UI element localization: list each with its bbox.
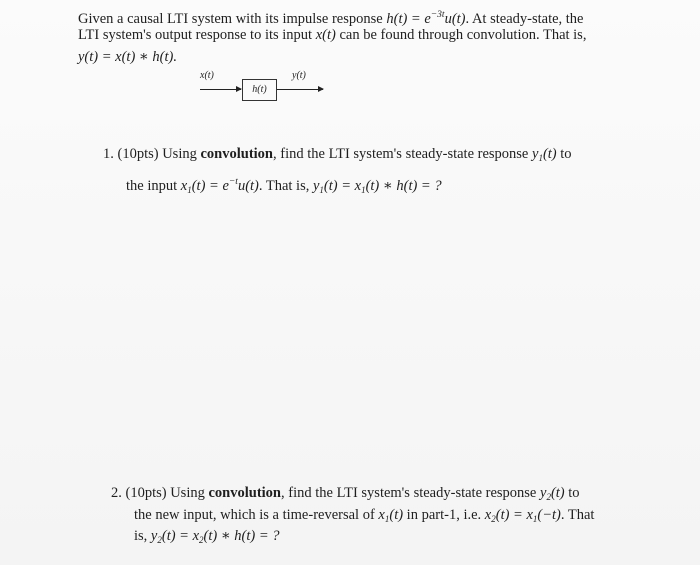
input-arrow-icon [200,89,241,90]
q2-reversed-var: x [378,507,385,523]
impulse-response-eq: h(t) = e [386,11,431,27]
question-1-text: to [556,146,572,162]
intro-text: LTI system's output response to its input [78,27,316,43]
q1-convolution-eq: (t) ∗ h(t) = ? [365,178,442,194]
q2-input-eq: (−t) [537,507,561,523]
output-signal-label: y(t) [292,70,306,81]
q2-input-sub: 2 [491,514,496,524]
question-2-keyword: convolution [208,485,281,501]
question-1-text: the input [126,178,181,194]
q2-reversed-arg: (t) [389,507,404,523]
q2-input-eq: x [484,507,492,523]
question-2-text: . That [560,507,595,523]
q2-input-sub: 1 [532,514,538,524]
q1-convolution-sub: 1 [361,185,366,195]
intro-line-1 [78,6,584,28]
q1-input-exponent: −t [228,177,238,187]
input-signal-var: x(t) [315,27,336,43]
q2-convolution-eq: (t) = x [161,528,200,544]
q2-response-sub: 2 [546,492,551,502]
q2-response-arg: (t) [550,485,565,501]
q2-convolution-eq: y [150,528,158,544]
question-1-number: 1. [103,146,114,162]
q1-convolution-eq: y [312,178,320,194]
impulse-response-step: u(t) [444,11,466,27]
q1-response-var: y [532,146,539,162]
q1-input-eq: (t) = e [191,178,229,194]
q2-response-var: y [540,485,547,501]
block-diagram [200,70,340,110]
q2-input-eq: (t) = x [495,507,533,523]
q1-convolution-eq: (t) = x [323,178,362,194]
q1-input-sub: 1 [187,185,192,195]
q1-input-step: u(t) [237,178,259,194]
intro-line-2 [78,26,586,44]
question-2-line-3 [134,527,280,549]
question-2-text: the new input, which is a time-reversal of [134,507,379,523]
question-2-line-1 [111,484,580,506]
question-2-text: is, [134,528,151,544]
q1-response-arg: (t) [542,146,557,162]
q2-reversed-sub: 1 [384,514,390,524]
question-2-text: (10pts) Using [125,485,209,501]
input-signal-label: x(t) [200,70,214,81]
convolution-eq: y(t) = x(t) ∗ h(t). [78,49,177,65]
output-arrow-icon [277,89,323,90]
question-1-line-1 [103,145,572,167]
question-1-text: (10pts) Using [117,146,201,162]
q2-convolution-sub: 2 [157,535,162,545]
question-2-text: in part-1, i.e. [403,507,485,523]
q1-convolution-sub: 1 [319,185,324,195]
question-1-keyword: convolution [200,146,273,162]
intro-text: . At steady-state, the [465,11,584,27]
question-2-text: , find the LTI system's steady-state response [281,485,540,501]
q1-response-sub: 1 [538,153,543,163]
impulse-response-exponent: −3t [430,10,445,20]
q2-convolution-sub: 2 [199,535,204,545]
q2-convolution-eq: (t) ∗ h(t) = ? [203,528,280,544]
intro-text: can be found through convolution. That is, [335,27,587,43]
intro-text: Given a causal LTI system with its impulse response [78,11,387,27]
system-block: h(t) [242,79,277,101]
question-1-line-2 [126,173,442,199]
question-2-line-2 [134,506,594,528]
question-1-text: , find the LTI system's steady-state response [273,146,532,162]
question-2-text: to [564,485,580,501]
q1-input-eq: x [180,178,188,194]
question-1-text: . That is, [258,178,313,194]
question-2-number: 2. [111,485,122,501]
